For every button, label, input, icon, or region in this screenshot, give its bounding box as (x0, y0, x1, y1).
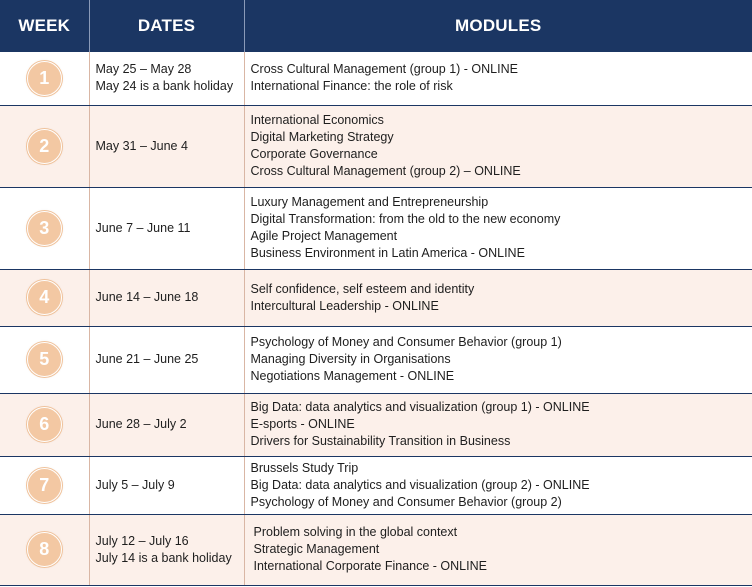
module-item: Intercultural Leadership - ONLINE (250, 298, 439, 313)
dates-cell (89, 269, 244, 326)
module-item: Psychology of Money and Consumer Behavior (group 1) (250, 335, 562, 349)
week-number-badge: 2 (27, 129, 62, 164)
table-row (0, 52, 752, 105)
modules-cell (244, 393, 752, 456)
week-cell (0, 269, 89, 326)
table-row (0, 456, 752, 514)
week-cell (0, 393, 89, 456)
table-row (0, 187, 752, 269)
week-number-badge: 4 (27, 280, 62, 315)
module-item: Managing Diversity in Organisations (250, 352, 451, 366)
module-item: International Economics (250, 113, 384, 127)
module-item: International Corporate Finance - ONLINE (253, 559, 487, 573)
date-note: May 24 is a bank holiday (95, 79, 234, 94)
week-number-badge: 7 (27, 468, 62, 503)
date-range: July 12 – July 16 (95, 533, 189, 548)
module-item: Corporate Governance (250, 147, 378, 161)
dates-cell (89, 52, 244, 105)
dates-cell (89, 187, 244, 269)
module-item: Big Data: data analytics and visualization (group 2) - ONLINE (250, 477, 590, 492)
module-item: Luxury Management and Entrepreneurship (250, 195, 489, 209)
dates-cell (89, 514, 244, 585)
header-week: WEEK (0, 0, 89, 52)
week-cell (0, 187, 89, 269)
module-item: Strategic Management (253, 542, 380, 556)
date-range: July 5 – July 9 (95, 477, 175, 492)
dates-cell (89, 105, 244, 187)
module-item: Digital Transformation: from the old to the new economy (250, 212, 561, 226)
modules-cell (244, 269, 752, 326)
module-item: E-sports - ONLINE (250, 417, 355, 431)
modules-cell (244, 514, 752, 585)
header-dates: DATES (89, 0, 244, 52)
table-row (0, 393, 752, 456)
module-item: Agile Project Management (250, 229, 398, 243)
date-range: June 14 – June 18 (95, 290, 199, 304)
module-item: International Finance: the role of risk (250, 79, 453, 94)
table-row (0, 269, 752, 326)
modules-cell (244, 187, 752, 269)
header-row (0, 0, 752, 52)
week-cell (0, 326, 89, 393)
week-number-badge: 8 (27, 532, 62, 567)
table-row (0, 326, 752, 393)
modules-cell (244, 105, 752, 187)
header-modules: MODULES (244, 0, 752, 52)
module-item: Brussels Study Trip (250, 460, 359, 475)
date-note: July 14 is a bank holiday (95, 550, 232, 565)
date-range: May 31 – June 4 (95, 138, 188, 153)
module-item: Cross Cultural Management (group 2) – ONLINE (250, 164, 521, 178)
table-row (0, 514, 752, 585)
module-item: Cross Cultural Management (group 1) - ONLINE (250, 62, 518, 77)
week-cell (0, 456, 89, 514)
module-item: Negotiations Management - ONLINE (250, 369, 455, 383)
week-cell (0, 105, 89, 187)
dates-cell (89, 393, 244, 456)
modules-cell (244, 326, 752, 393)
module-item: Drivers for Sustainability Transition in Business (250, 434, 511, 448)
modules-cell (244, 52, 752, 105)
week-cell (0, 52, 89, 105)
date-range: May 25 – May 28 (95, 62, 192, 77)
dates-cell (89, 456, 244, 514)
date-range: June 7 – June 11 (95, 220, 191, 235)
module-item: Psychology of Money and Consumer Behavior (group 2) (250, 494, 562, 509)
module-item: Big Data: data analytics and visualization (group 1) - ONLINE (250, 400, 590, 414)
week-number-badge: 3 (27, 211, 62, 246)
table-row (0, 105, 752, 187)
date-range: June 21 – June 25 (95, 352, 199, 366)
week-number-badge: 5 (27, 342, 62, 377)
module-item: Self confidence, self esteem and identity (250, 281, 475, 296)
week-number-badge: 1 (27, 61, 62, 96)
week-cell (0, 514, 89, 585)
modules-cell (244, 456, 752, 514)
module-item: Digital Marketing Strategy (250, 130, 394, 144)
module-item: Problem solving in the global context (253, 525, 458, 539)
dates-cell (89, 326, 244, 393)
module-item: Business Environment in Latin America - ONLINE (250, 246, 525, 260)
week-number-badge: 6 (27, 407, 62, 442)
date-range: June 28 – July 2 (95, 417, 187, 431)
